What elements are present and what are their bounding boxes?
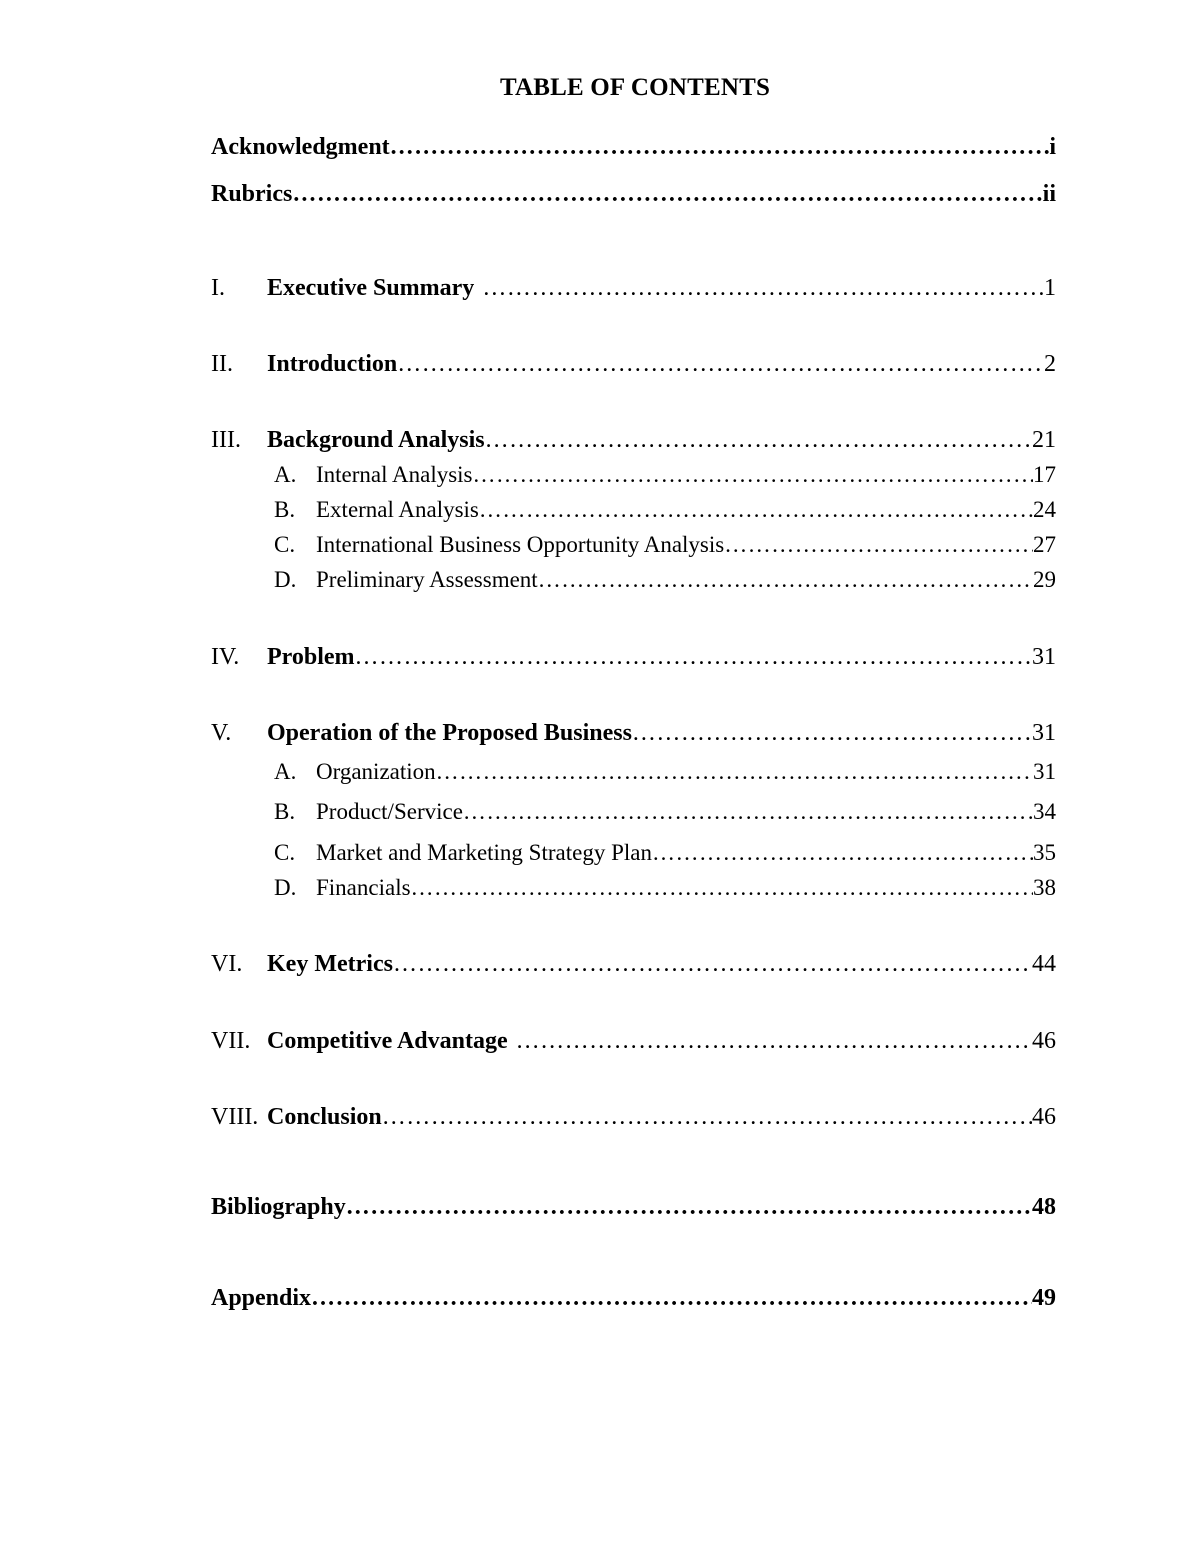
dot-leader <box>538 563 1033 597</box>
toc-section-problem[interactable] <box>211 640 1056 674</box>
dot-leader <box>292 177 1042 211</box>
toc-page-number: 31 <box>1033 759 1056 784</box>
toc-page-number: 34 <box>1033 799 1056 824</box>
toc-entry-label: Financials <box>316 875 411 900</box>
toc-entry-label: Appendix <box>211 1285 312 1311</box>
toc-entry-rubrics[interactable] <box>211 177 1056 211</box>
section-numeral: VII. <box>211 1028 251 1054</box>
toc-subsection-organization[interactable] <box>274 755 1056 789</box>
dot-leader <box>463 795 1033 829</box>
dot-leader <box>485 423 1032 457</box>
toc-entry-label: Product/Service <box>316 799 463 824</box>
toc-page-number: 1 <box>1044 275 1056 301</box>
toc-section-background-analysis[interactable] <box>211 423 1056 457</box>
toc-section-executive-summary[interactable] <box>211 271 1056 305</box>
toc-subsection-internal-analysis[interactable] <box>274 458 1056 492</box>
page-title: TABLE OF CONTENTS <box>499 74 771 101</box>
toc-page-number: 17 <box>1033 462 1056 487</box>
subsection-letter: A. <box>274 759 297 784</box>
toc-entry-label: Key Metrics <box>267 951 393 977</box>
toc-page-number: 35 <box>1033 840 1056 865</box>
toc-page-number: 29 <box>1033 567 1056 592</box>
toc-section-competitive-advantage[interactable] <box>211 1024 1056 1058</box>
dot-leader <box>390 130 1050 164</box>
subsection-letter: B. <box>274 497 296 522</box>
toc-page-number: 21 <box>1032 427 1056 453</box>
dot-leader <box>311 1281 1032 1315</box>
dot-leader <box>382 1100 1032 1134</box>
toc-section-key-metrics[interactable] <box>211 947 1056 981</box>
toc-entry-label: Bibliography <box>211 1194 346 1220</box>
toc-section-conclusion[interactable] <box>211 1100 1056 1134</box>
section-numeral: VIII. <box>211 1104 259 1130</box>
dot-leader <box>632 716 1032 750</box>
subsection-letter: C. <box>274 532 296 557</box>
toc-entry-label: Preliminary Assessment <box>316 567 538 592</box>
toc-section-operation-of-the-proposed-business[interactable] <box>211 716 1056 750</box>
dot-leader <box>436 755 1033 789</box>
toc-page-number: 31 <box>1032 720 1056 746</box>
toc-entry-appendix[interactable] <box>211 1281 1056 1315</box>
toc-entry-label: Competitive Advantage <box>267 1028 508 1054</box>
dot-leader <box>652 836 1033 870</box>
toc-entry-acknowledgment[interactable] <box>211 130 1056 164</box>
toc-entry-label: External Analysis <box>316 497 479 522</box>
section-numeral: III. <box>211 427 241 453</box>
dot-leader <box>516 1024 1032 1058</box>
subsection-letter: B. <box>274 799 296 824</box>
dot-leader <box>479 493 1033 527</box>
toc-entry-label: Operation of the Proposed Business <box>267 720 632 746</box>
section-numeral: IV. <box>211 644 240 670</box>
toc-entry-label: Organization <box>316 759 436 784</box>
toc-page-number: 38 <box>1033 875 1056 900</box>
dot-leader <box>473 458 1034 492</box>
toc-subsection-financials[interactable] <box>274 871 1056 905</box>
toc-page-number: 31 <box>1032 644 1056 670</box>
toc-entry-label: Conclusion <box>267 1104 382 1130</box>
toc-entry-label: Introduction <box>267 351 398 377</box>
toc-entry-bibliography[interactable] <box>211 1190 1056 1224</box>
toc-entry-label: Problem <box>267 644 355 670</box>
toc-entry-label: Executive Summary <box>267 275 475 301</box>
toc-page-number: 48 <box>1032 1194 1056 1220</box>
toc-subsection-market-and-marketing-strategy-plan[interactable] <box>274 836 1056 870</box>
toc-subsection-international-business-opportunity-analysis[interactable] <box>274 528 1056 562</box>
toc-subsection-product-service[interactable] <box>274 795 1056 829</box>
toc-entry-label: Market and Marketing Strategy Plan <box>316 840 652 865</box>
dot-leader <box>346 1190 1032 1224</box>
toc-subsection-preliminary-assessment[interactable] <box>274 563 1056 597</box>
dot-leader <box>411 871 1033 905</box>
section-numeral: VI. <box>211 951 243 977</box>
toc-entry-label: Background Analysis <box>267 427 485 453</box>
toc-entry-label: Rubrics <box>211 181 293 207</box>
dot-leader <box>355 640 1032 674</box>
subsection-letter: A. <box>274 462 297 487</box>
subsection-letter: D. <box>274 875 297 900</box>
toc-entry-label: International Business Opportunity Analysis <box>316 532 725 557</box>
dot-leader <box>724 528 1033 562</box>
dot-leader <box>393 947 1032 981</box>
subsection-letter: C. <box>274 840 296 865</box>
section-numeral: II. <box>211 351 233 377</box>
section-numeral: I. <box>211 275 225 301</box>
subsection-letter: D. <box>274 567 297 592</box>
dot-leader <box>397 347 1044 381</box>
toc-page-number: 24 <box>1033 497 1056 522</box>
dot-leader <box>482 271 1044 305</box>
toc-entry-label: Acknowledgment <box>211 134 390 160</box>
toc-page-number: 46 <box>1032 1104 1056 1130</box>
section-numeral: V. <box>211 720 232 746</box>
toc-page-number: i <box>1049 134 1056 160</box>
toc-page-number: 27 <box>1033 532 1056 557</box>
toc-section-introduction[interactable] <box>211 347 1056 381</box>
toc-entry-label: Internal Analysis <box>316 462 473 487</box>
toc-page-number: 44 <box>1032 951 1056 977</box>
toc-page-number: 2 <box>1044 351 1056 377</box>
toc-subsection-external-analysis[interactable] <box>274 493 1056 527</box>
toc-page-number: ii <box>1042 181 1056 207</box>
toc-page-number: 49 <box>1032 1285 1056 1311</box>
toc-page-number: 46 <box>1032 1028 1056 1054</box>
